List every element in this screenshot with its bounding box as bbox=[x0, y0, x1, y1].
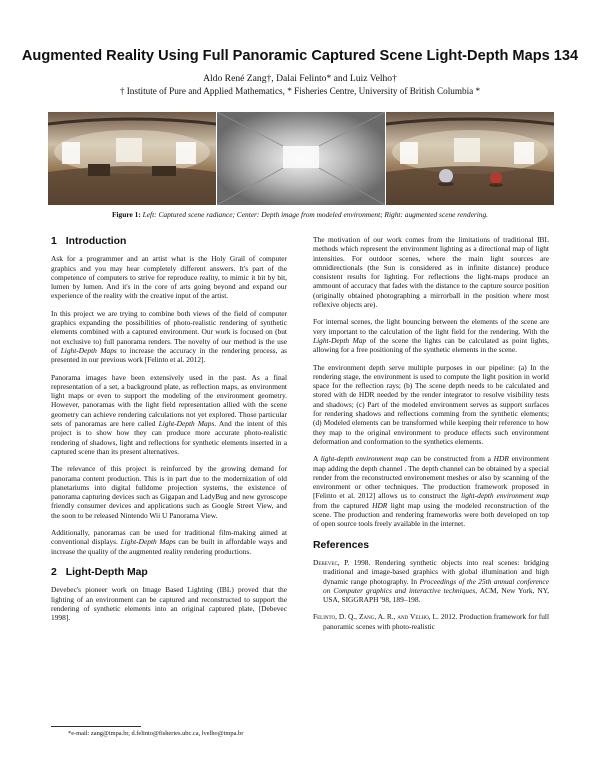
paper-authors: Aldo René Zang†, Dalai Felinto* and Luiz Velho† bbox=[203, 73, 397, 84]
right-paragraph-3: The environment depth serve multiple purposes in our pipeline: (a) In the rendering stage, the environment is used to compute the light position in world space for the reflection rays; (b) The scene depth needs to be calculated and stored with de HDR needed by the render integrator to resolve visibility tests and shadows; (c) Part of the modeled environment serves as support surfaces for rendering shadows and reflections comming from the synthetic elements; (d) Modeled elements can be transformed while keeping their reference to how they map to the original environment to produce effects such environment deformation and conformation to the synthetics elements. bbox=[313, 362, 549, 446]
figure-left-captured-radiance bbox=[48, 112, 216, 205]
references-list bbox=[313, 558, 549, 631]
paper-affiliations: † Institute of Pure and Applied Mathematics, * Fisheries Centre, University of British Columbia * bbox=[119, 86, 481, 96]
figure-center-depth-image bbox=[217, 112, 385, 205]
intro-paragraph-1: Ask for a programmer and an artist what is the Holy Grail of computer graphics and you may hear completely different answers. It's part of the competence of computers to strive for reproduce reality, to mimic it bit by bit, lumen by lumen. And it's in the core of arts going beyond and expand our experience of the reality with the creative input of the artist. bbox=[51, 254, 287, 301]
intro-paragraph-2: In this project we are trying to combine both views of the field of computer graphics expanding the possibilities of photo-realistic rendering of synthetic elements combined with a captured environment. Our work is focused on (but not exclusive to) full panorama renders. The novelty of our method is the use of Light-Depth Maps to increase the accuracy in the rendering process, as presented in our previous work [Felinto et al. 2012]. bbox=[51, 308, 287, 365]
intro-paragraph-5: Additionally, panoramas can be used for traditional film-making aimed at conventional displays. Light-Depth Maps can be built in affordable ways and increase the quality of the augmented reality rendering productions. bbox=[51, 528, 287, 556]
figure-caption bbox=[76, 210, 524, 219]
left-column bbox=[51, 235, 287, 630]
right-paragraph-2: For internal scenes, the light bouncing between the elements of the scene are very important to the calculation of the light field for the rendering. With the Light-Depth Map of the scene the lights can be calculated as point lights, allowing for a free positioning of the synthetic elements in the scene. bbox=[313, 317, 549, 355]
right-paragraph-4: A light-depth environment map can be constructed from a HDR environment map adding the depth channel . The depth channel can be obtained by a special render from the reconstructed environement meshes or also by scanning of the environment or other techniques. The production framework proposed in [Felinto et al. 2012] allows us to construct the light-depth environment map from the captured HDR light map using the modeled reconstruction of the scene. The production and rendering frameworks were both developed on top of open source tools freely available in the internet. bbox=[313, 454, 550, 529]
section-heading-references: References bbox=[313, 539, 370, 551]
figure-caption-text: Left: Captured scene radiance; Center: Depth image from modeled environment; Right: augmented scene rendering. bbox=[142, 210, 489, 219]
reference-item: Felinto, D. Q., Zang, A. R., and Velho, L. 2012. Production framework for full panoramic scenes with photo-realistic bbox=[313, 612, 549, 631]
ldm-paragraph-1: Devebec's pioneer work on Image Based Lighting (IBL) proved that the lighting of an environment can be captured and reconstructed to support the rendering of synthetic elements into an original captured plate, [Debevec 1998]. bbox=[51, 585, 287, 623]
intro-paragraph-4: The relevance of this project is reinforced by the growing demand for panorama content production. This is in part due to the modernization of old planetariums into digital fulldome projection systems, the existence of panorama capturing devices such as Gigapan and LadyBug and new gyroscope friendly consumer devices and applications such as Google Street View, and the soon to be released Nintendo Wii U Panorama View. bbox=[51, 464, 287, 520]
right-column bbox=[313, 235, 549, 639]
right-paragraph-1: The motivation of our work comes from the limitations of traditional IBL methods which represent the environment lighting as a directional map of light intensities. For outdoor scenes, where the main light sources are omnidirectionals (the Sun is considered as in infinite distance) produce consistent results for lighting. For reflections the light-maps produce an ammount of accuracy that fades with the distance to the capture source position (originally obtained photographing a mirrorball in the position where most reflexive objects are). bbox=[313, 235, 549, 310]
figure-label: Figure 1: bbox=[111, 210, 141, 219]
footnote-email: *e-mail: zang@impa.br, d.felinto@fisheries.ubc.ca, lvelho@impa.br bbox=[68, 730, 244, 737]
reference-item: Debevec, P. 1998. Rendering synthetic objects into real scenes: bridging traditional and image-based graphics with global illumination and high dynamic range photography. In Proceedings of the 25th annual conference on Computer graphics and interactive techniques, ACM, New York, NY, USA, SIGGRAPH '98, 189–198. bbox=[313, 557, 549, 605]
figure-right-augmented-render bbox=[386, 112, 554, 205]
footnote-rule bbox=[51, 726, 141, 727]
section-heading-introduction: 1 Introduction bbox=[51, 236, 127, 247]
intro-paragraph-3: Panorama images have been extensively used in the past. As a final representation of a set, a background plate, as reflection maps, as environment light maps or even to support the modeling of the environment geometry. However, panoramas with the light field representation allied with the scene geometry can achieve rendering calculations not yet explored. Those particular sets of panoramas are here called Light-Depth Maps. And the intent of this project is to show how they can produce more accurate photo-realistic rendering of shadows, light and reflections for synthetic elements inserted in a captured scene than its present alternatives. bbox=[51, 372, 287, 456]
paper-title: Augmented Reality Using Full Panoramic Captured Scene Light-Depth Maps 134 bbox=[21, 48, 579, 64]
section-heading-light-depth-map: 2 Light-Depth Map bbox=[51, 566, 148, 578]
